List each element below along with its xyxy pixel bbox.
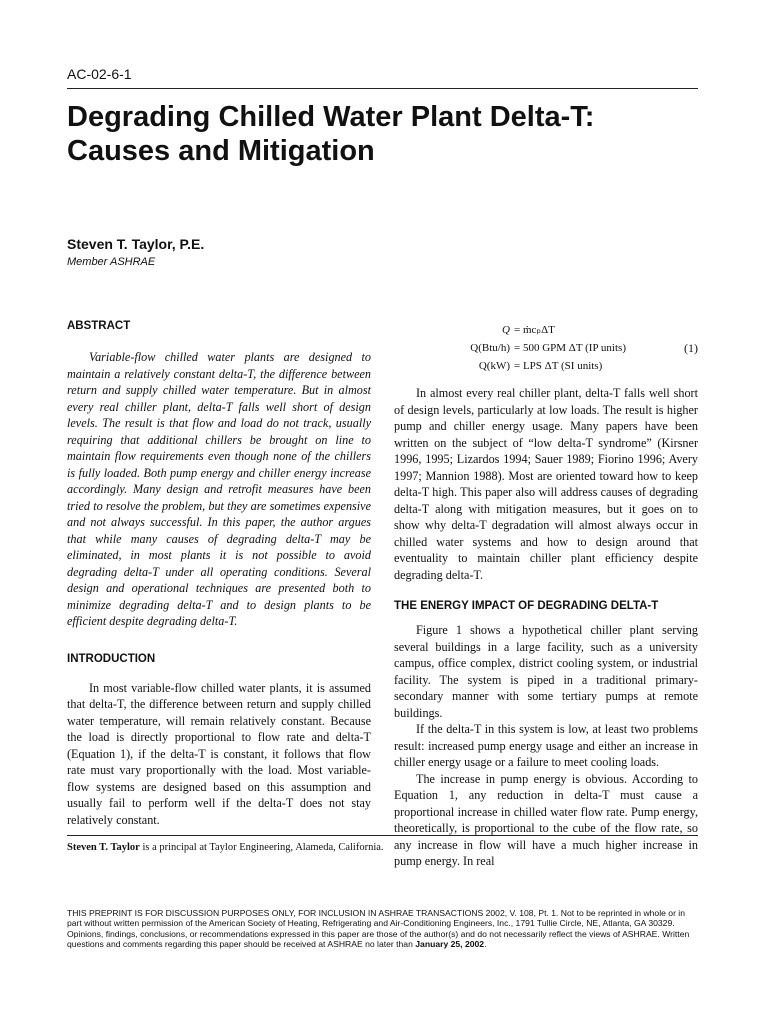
equation-block [394, 321, 698, 375]
right-paragraph-4: The increase in pump energy is obvious. According to Equation 1, any reduction in delta-T must cause a proportional increase in chilled water flow rate. Pump energy, theoretically, is proportional to the cube of the flow rate, so any increase in flow will have a much higher increase in pump energy. In real [394, 771, 698, 868]
equation-2-lhs: Q(Btu/h) [470, 342, 510, 354]
introduction-text: In most variable-flow chilled water plants, it is assumed that delta-T, the difference between return and supply chilled water temperature, will remain relatively constant. Because the load is directly proportional to flow rate and delta-T (Equation 1), if the delta-T is constant, it follows that flow rate must vary proportionally with the load. Most variable-flow systems are designed based on this assumption and usually fail to perform well if the delta-T does not stay relatively constant. [67, 680, 371, 827]
equation-line-2 [394, 339, 698, 357]
author-footnote [67, 842, 384, 853]
introduction-heading: INTRODUCTION [67, 652, 156, 665]
preprint-disclaimer [67, 908, 702, 950]
footnote-rule [67, 835, 698, 836]
page-title [67, 100, 707, 168]
right-paragraph-2: Figure 1 shows a hypothetical chiller plant serving several buildings in a large facility, such as a university campus, office complex, district cooling system, or industrial facility. The system is piped in a traditional primary-secondary manner with some tertiary pumps at remote buildings. [394, 623, 698, 720]
equation-1-lhs: Q [502, 324, 510, 336]
abstract-text: Variable-flow chilled water plants are designed to maintain a relatively constant delta-T, the difference between return and supply chilled water temperature. But in almost every real chiller plant, delta-T falls well short of design levels. The result is that flow and load do not track, usually requiring that additional chillers be brought on line to maintain flow requirements even though none of the chillers is fully loaded. Both pump energy and chiller energy increase accordingly. Many design and retrofit measures have been tried to resolve the problem, but they are sometimes expensive and not always successful. In this paper, the author argues that while many causes of degrading delta-T may be eliminated, in most plants it is not possible to avoid degrading delta-T under all operating conditions. Several design and operational techniques are presented both to minimize degrading delta-T and to design plants to be efficient despite degrading delta-T. [67, 350, 371, 628]
left-column [67, 319, 371, 828]
title-line-1: Degrading Chilled Water Plant Delta-T: [67, 101, 595, 133]
equation-2-rhs: = 500 GPM ΔT (IP units) [514, 342, 626, 354]
footnote-author-name: Steven T. Taylor [67, 842, 140, 853]
right-column [394, 321, 698, 870]
right-paragraph-1: In almost every real chiller plant, delta-T falls well short of design levels, particularly at low loads. The result is higher pump and chiller energy usage. Many papers have been written on the subject of “low delta-T syndrome” (Kirsner 1996, 1995; Lizardos 1994; Sauer 1989; Fiorino 1996; Avery 1997; Mannion 1988). Most are oriented toward how to keep delta-T high. This paper also will address causes of degrading delta-T along with mitigation measures, but it goes on to show why delta-T degradation will almost always occur in chilled water systems and how to design around that eventuality to maintain chiller plant efficiency despite degrading delta-T. [394, 386, 698, 582]
equation-3-lhs: Q(kW) [478, 360, 510, 372]
paper-id: AC-02-6-1 [67, 66, 132, 82]
top-rule [67, 88, 698, 89]
author-membership: Member ASHRAE [67, 256, 156, 268]
disclaimer-text: THIS PREPRINT IS FOR DISCUSSION PURPOSES ONLY, FOR INCLUSION IN ASHRAE TRANSACTIONS 2002, V. 108, Pt. 1. Not to be reprinted in whole or in part without written permission of the American Society of Heating, Refrigerating and Air-Conditioning Engineers, Inc., 1791 Tullie Circle, NE, Atlanta, GA 30329. Opinions, findings, conclusions, or recommendations expressed in this paper are those of the author(s) and do not necessarily reflect the views of ASHRAE. Written questions and comments regarding this paper should be received at ASHRAE no later than [67, 908, 690, 950]
title-line-2: Causes and Mitigation [67, 135, 375, 167]
author-name: Steven T. Taylor, P.E. [67, 236, 205, 252]
equation-line-3 [394, 357, 698, 375]
footnote-text: is a principal at Taylor Engineering, Alameda, California. [139, 842, 384, 853]
disclaimer-deadline: January 25, 2002 [415, 939, 485, 950]
equation-1-rhs: = ṁcₚΔT [514, 324, 555, 336]
disclaimer-end: . [484, 939, 487, 950]
equation-3-rhs: = LPS ΔT (SI units) [514, 360, 603, 372]
abstract-heading: ABSTRACT [67, 320, 131, 332]
equation-line-1 [394, 321, 698, 339]
energy-impact-heading: THE ENERGY IMPACT OF DEGRADING DELTA-T [394, 600, 659, 612]
right-paragraph-3: If the delta-T in this system is low, at least two problems result: increased pump energy usage and either an increase in chiller energy usage or a failure to meet cooling loads. [394, 722, 698, 769]
equation-number: (1) [684, 341, 698, 355]
